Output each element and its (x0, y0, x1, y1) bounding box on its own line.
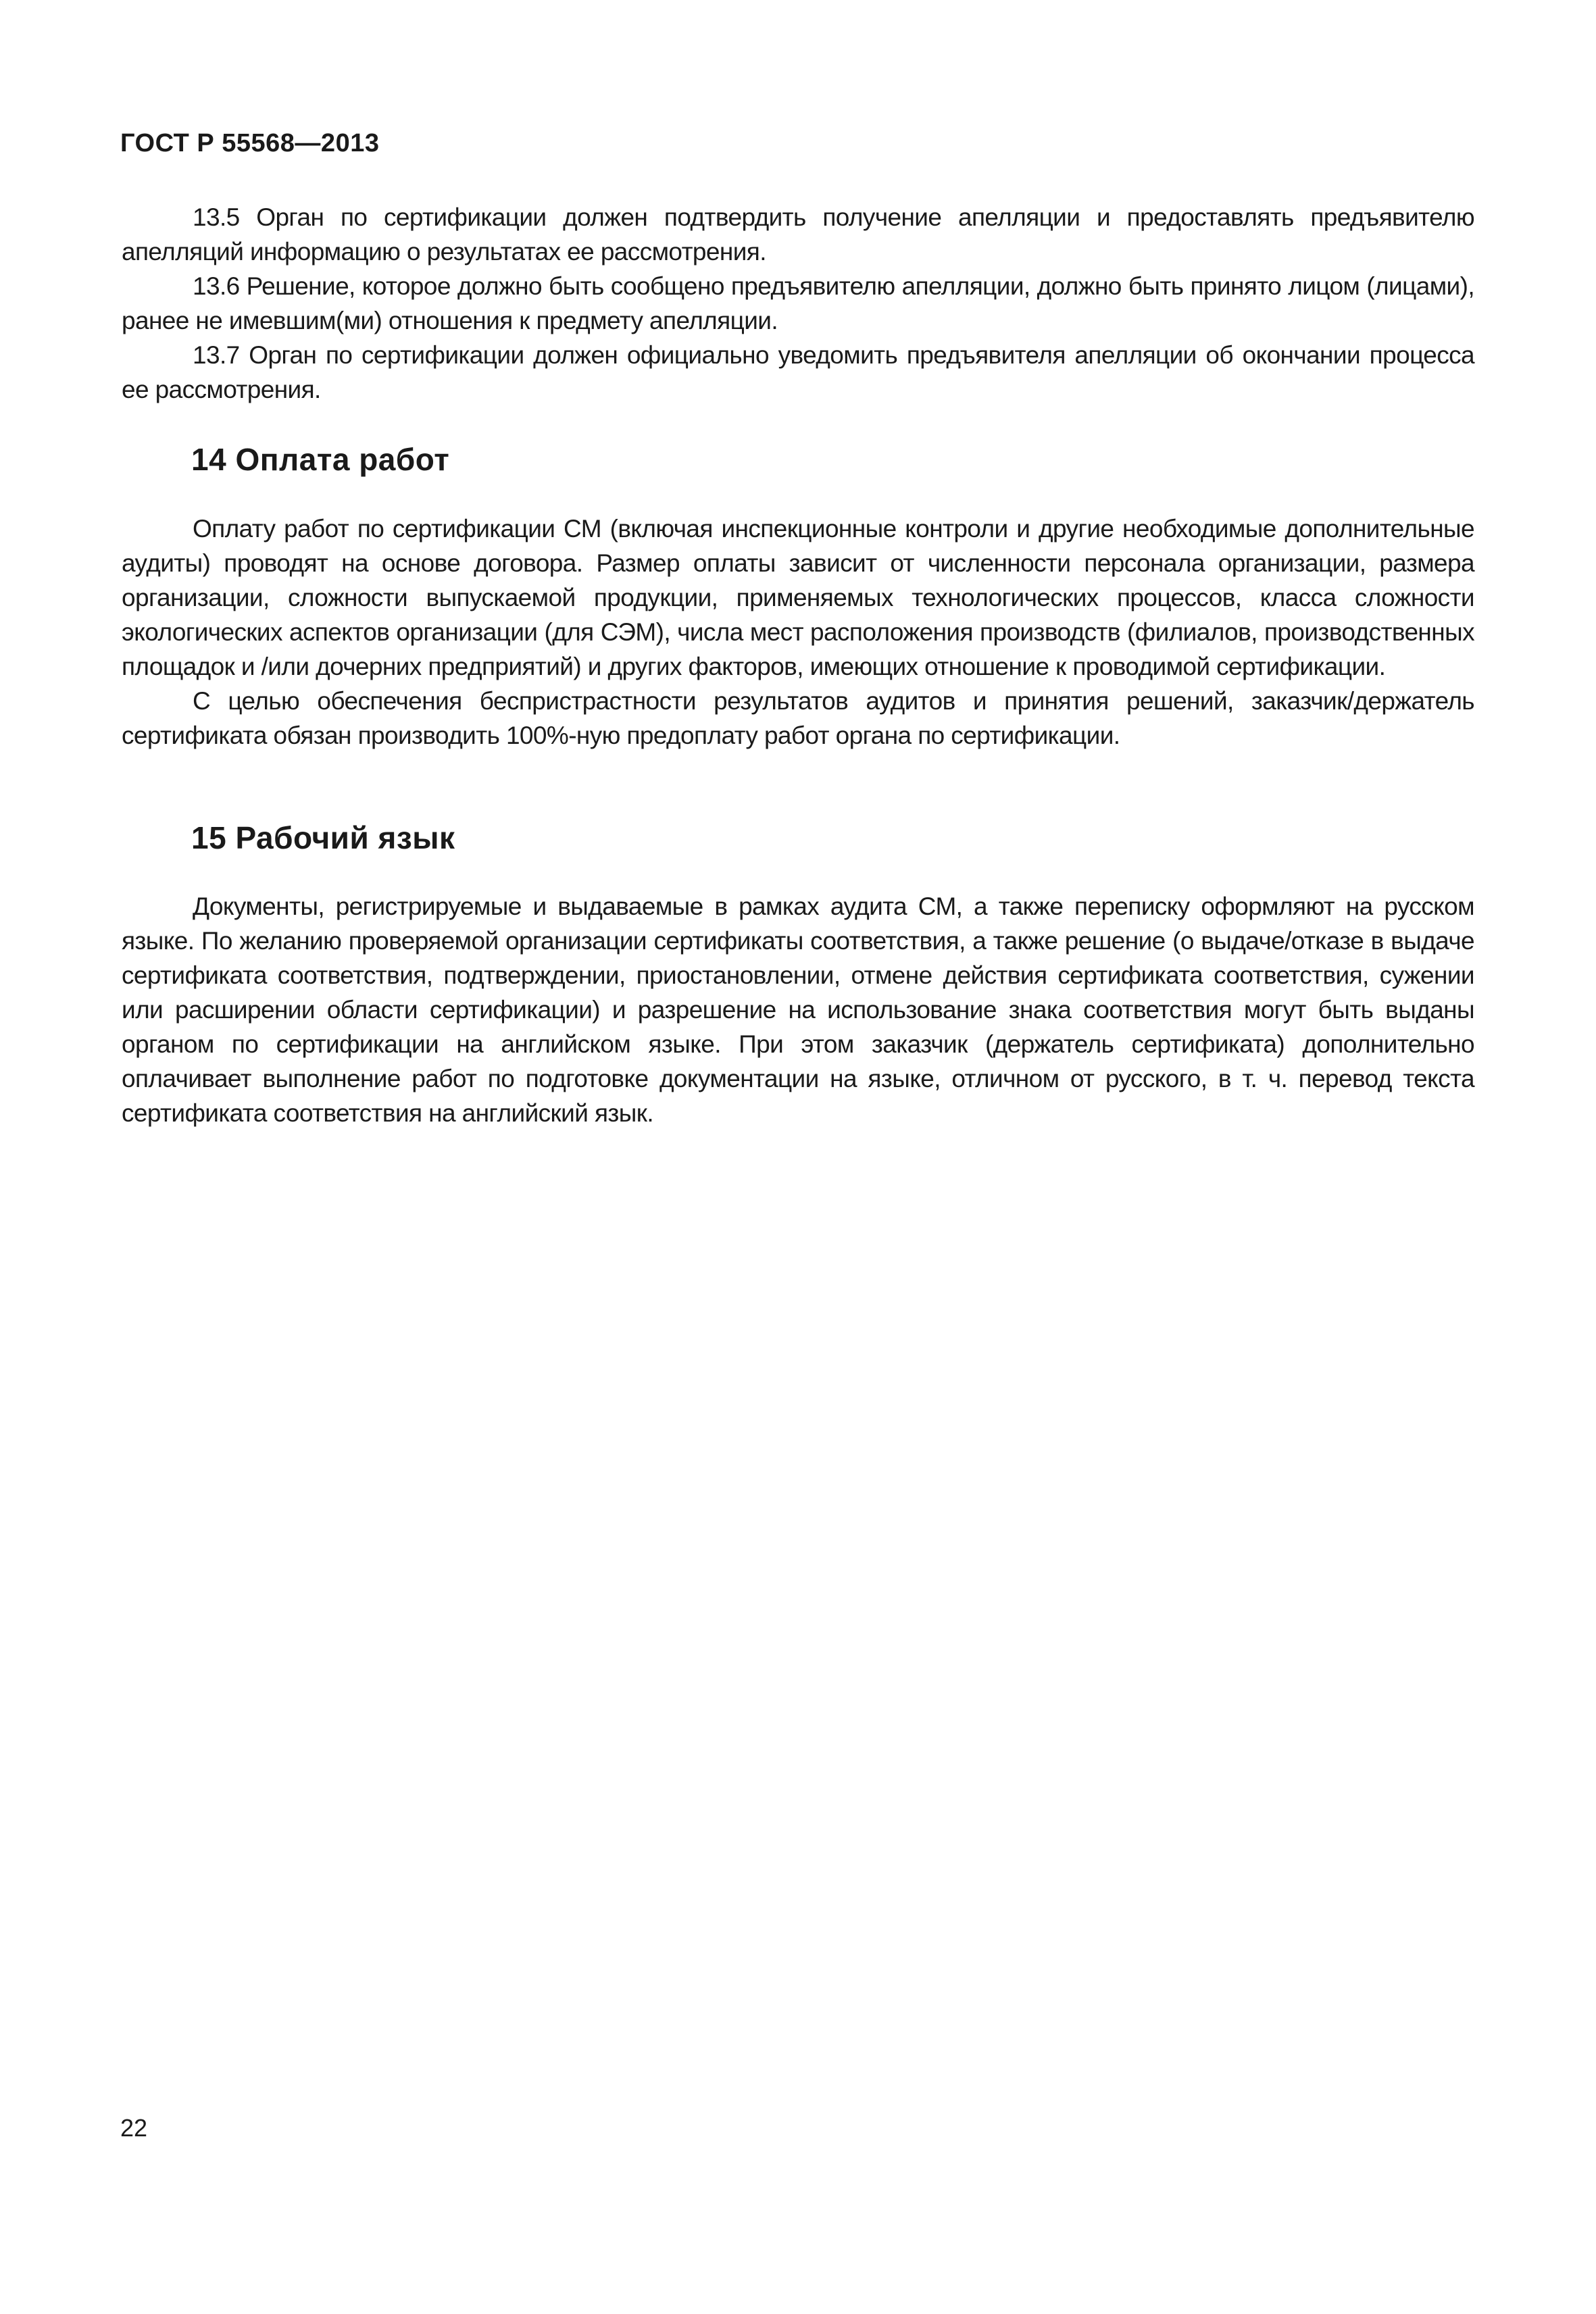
document-header: ГОСТ Р 55568—2013 (120, 129, 380, 157)
paragraph-14-payment: Оплату работ по сертификации СМ (включая инспекционные контроли и другие необходимые дополнительные аудиты) проводят на основе договора. Размер оплаты зависит от численности персонала организации, размера организации, сложности выпускаемой продукции, применяемых технологических процессов, класса сложности экологических аспектов организации (для СЭМ), числа мест расположения производств (филиалов, производственных площадок и /или дочерних предприятий) и других факторов, имеющих отношение к проводимой сертификации. (122, 515, 1474, 680)
paragraph-13-5: 13.5 Орган по сертификации должен подтвердить получение апелляции и предоставлять предъявителю апелляций информацию о результатах ее рассмотрения. (122, 203, 1474, 266)
page-number: 22 (120, 2114, 148, 2142)
paragraph-14-prepayment: С целью обеспечения беспристрастности результатов аудитов и принятия решений, заказчик/держатель сертификата обязан производить 100%-ную предоплату работ органа по сертификации. (122, 687, 1474, 749)
paragraph-15-language: Документы, регистрируемые и выдаваемые в рамках аудита СМ, а также переписку оформляют на русском языке. По желанию проверяемой организации сертификаты соответствия, а также решение (о выдаче/отказе в выдаче сертификата соответствия, подтверждении, приостановлении, отмене действия сертификата соответствия, сужении или расширении области сертификации) и разрешение на использование знака соответствия могут быть выданы органом по сертификации на английском языке. При этом заказчик (держатель сертификата) дополнительно оплачивает выполнение работ по подготовке документации на языке, отличном от русского, в т. ч. перевод текста сертификата соответствия на английский язык. (122, 892, 1474, 1127)
section-14-body (122, 511, 1474, 753)
section-15-title: 15 Рабочий язык (191, 820, 455, 855)
section-13-body (122, 200, 1474, 407)
paragraph-13-7: 13.7 Орган по сертификации должен официально уведомить предъявителя апелляции об окончании процесса ее рассмотрения. (122, 341, 1474, 403)
section-15-body (122, 889, 1474, 1130)
section-14-title: 14 Оплата работ (191, 442, 450, 477)
paragraph-13-6: 13.6 Решение, которое должно быть сообщено предъявителю апелляции, должно быть принято лицом (лицами), ранее не имевшим(ми) отношения к предмету апелляции. (122, 272, 1474, 334)
